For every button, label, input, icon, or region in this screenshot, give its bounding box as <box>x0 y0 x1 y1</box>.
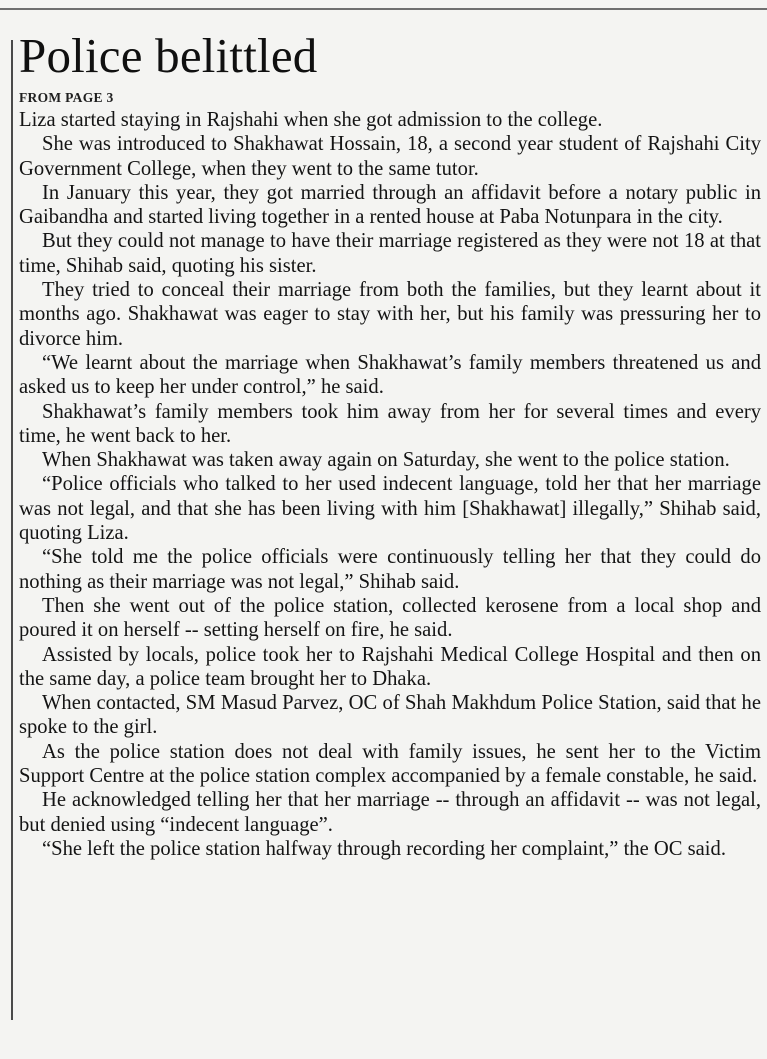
top-rule <box>0 8 767 10</box>
paragraph: When Shakhawat was taken away again on Saturday, she went to the police station. <box>42 449 730 472</box>
paragraph: As the police station does not deal with family issues, he sent her to the Victim Support Centre at the police station complex accompanied by a female constable, he said. <box>19 740 761 788</box>
jump-line: FROM PAGE 3 <box>19 90 114 105</box>
article <box>19 26 761 861</box>
article-body <box>19 108 761 861</box>
headline: Police belittled <box>19 28 318 83</box>
paragraph: “She left the police station halfway through recording her complaint,” the OC said. <box>42 837 726 860</box>
paragraph: Shakhawat’s family members took him away from her for several times and every time, he went back to her. <box>19 400 761 447</box>
paragraph: But they could not manage to have their marriage registered as they were not 18 at that time, Shihab said, quoting his sister. <box>19 230 761 277</box>
paragraph: “She told me the police officials were continuously telling her that they could do nothing as their marriage was not legal,” Shihab said. <box>19 546 761 593</box>
paragraph: In January this year, they got married through an affidavit before a notary public in Gaibandha and started living together in a rented house at Paba Notunpara in the city. <box>19 181 761 229</box>
paragraph: They tried to conceal their marriage from both the families, but they learnt about it months ago. Shakhawat was eager to stay with her, but his family was pressuring her to divorce him. <box>19 279 761 350</box>
paragraph: Assisted by locals, police took her to Rajshahi Medical College Hospital and then on the same day, a police team brought her to Dhaka. <box>19 643 761 690</box>
paragraph: She was introduced to Shakhawat Hossain, 18, a second year student of Rajshahi City Government College, when they went to the same tutor. <box>19 133 761 180</box>
paragraph: Then she went out of the police station, collected kerosene from a local shop and poured it on herself -- setting herself on fire, he said. <box>19 594 761 642</box>
paragraph: He acknowledged telling her that her marriage -- through an affidavit -- was not legal, but denied using “indecent language”. <box>19 789 761 836</box>
paragraph: Liza started staying in Rajshahi when she got admission to the college. <box>19 109 603 131</box>
paragraph: “We learnt about the marriage when Shakhawat’s family members threatened us and asked us to keep her under control,” he said. <box>19 351 761 399</box>
column-rule <box>11 40 13 1020</box>
paragraph: When contacted, SM Masud Parvez, OC of Shah Makhdum Police Station, said that he spoke to the girl. <box>19 692 761 739</box>
paragraph: “Police officials who talked to her used indecent language, told her that her marriage was not legal, and that she has been living with him [Shakhawat] illegally,” Shihab said, quoting Liza. <box>19 473 761 545</box>
